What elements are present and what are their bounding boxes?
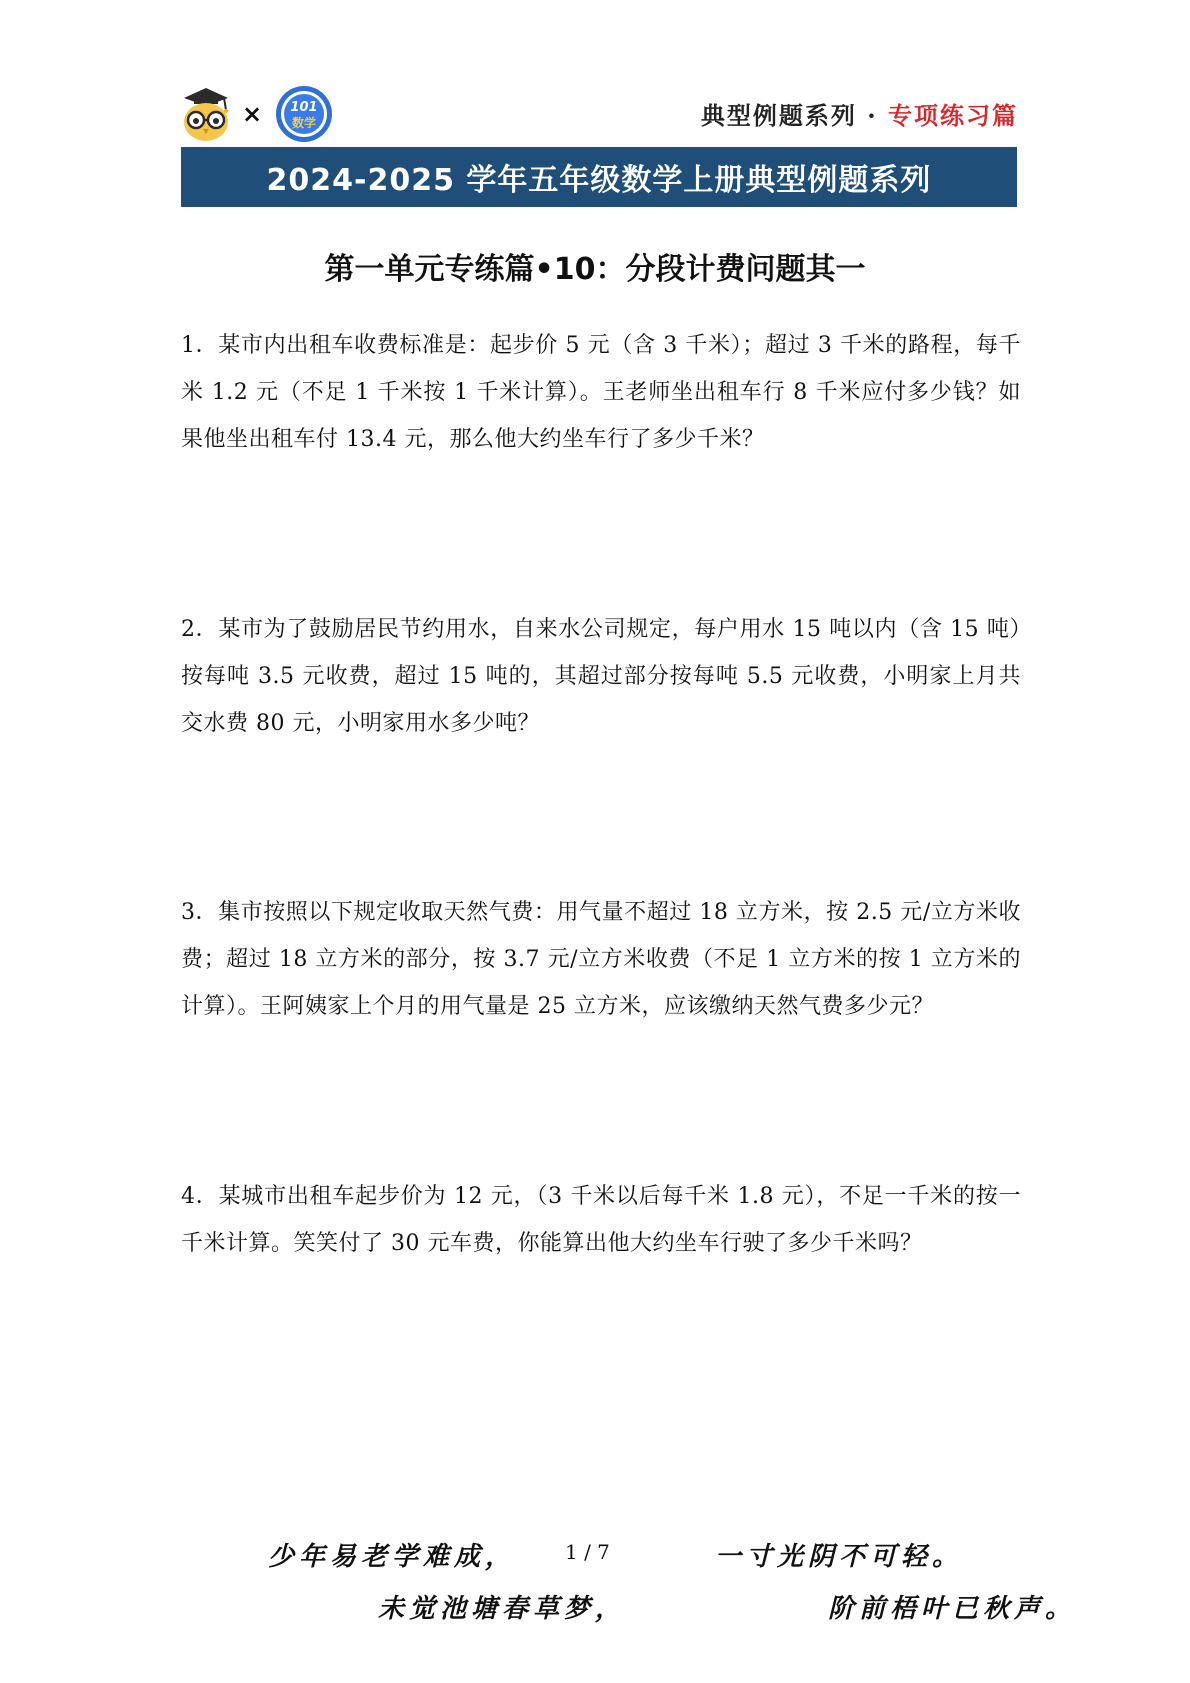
series-tag-right: 专项练习篇 xyxy=(888,101,1018,130)
question-4: 4．某城市出租车起步价为 12 元，（3 千米以后每千米 1.8 元），不足一千米的按一千米计算。笑笑付了 30 元车费，你能算出他大约坐车行驶了多少千米吗？ xyxy=(181,1184,1021,1256)
page-number: 1 / 7 xyxy=(565,1540,610,1564)
poem-line2-right: 阶前梧叶已秋声。 xyxy=(828,1594,1077,1624)
svg-text:数学: 数学 xyxy=(292,116,317,130)
header-logos xyxy=(180,84,334,144)
logo-101-math-icon xyxy=(274,84,334,144)
series-tag-left: 典型例题系列 xyxy=(700,101,857,130)
series-tag-dot: · xyxy=(867,101,878,130)
question-1: 1．某市内出租车收费标准是：起步价 5 元（含 3 千米）；超过 3 千米的路程，每千米 1.2 元（不足 1 千米按 1 千米计算）。王老师坐出租车行 8 千米应付多少钱？如果他坐出租车付 13.4 元，那么他大约坐车行了多少千米？ xyxy=(181,333,1021,452)
title-banner xyxy=(181,147,1017,207)
poem-line1-left: 少年易老学难成， xyxy=(268,1542,517,1572)
owl-mascot-icon xyxy=(180,86,232,142)
poem-line2-left: 未觉池塘春草梦， xyxy=(378,1594,627,1624)
question-3: 3．集市按照以下规定收取天然气费：用气量不超过 18 立方米，按 2.5 元/立方米收费；超过 18 立方米的部分，按 3.7 元/立方米收费（不足 1 立方米的按 1 立方米的计算）。王阿姨家上个月的用气量是 25 立方米，应该缴纳天然气费多少元？ xyxy=(181,900,1021,1019)
banner-title: 2024-2025 学年五年级数学上册典型例题系列 xyxy=(266,163,932,198)
unit-title: 第一单元专练篇•10：分段计费问题其一 xyxy=(324,252,866,287)
question-2: 2．某市为了鼓励居民节约用水，自来水公司规定，每户用水 15 吨以内（含 15 吨）按每吨 3.5 元收费，超过 15 吨的，其超过部分按每吨 5.5 元收费，小明家上月共交水费 80 元，小明家用水多少吨？ xyxy=(181,617,1021,736)
logo-separator: × xyxy=(242,100,263,128)
svg-text:101: 101 xyxy=(290,100,318,115)
poem-line1-right: 一寸光阴不可轻。 xyxy=(715,1542,964,1572)
series-tag xyxy=(701,96,1018,131)
